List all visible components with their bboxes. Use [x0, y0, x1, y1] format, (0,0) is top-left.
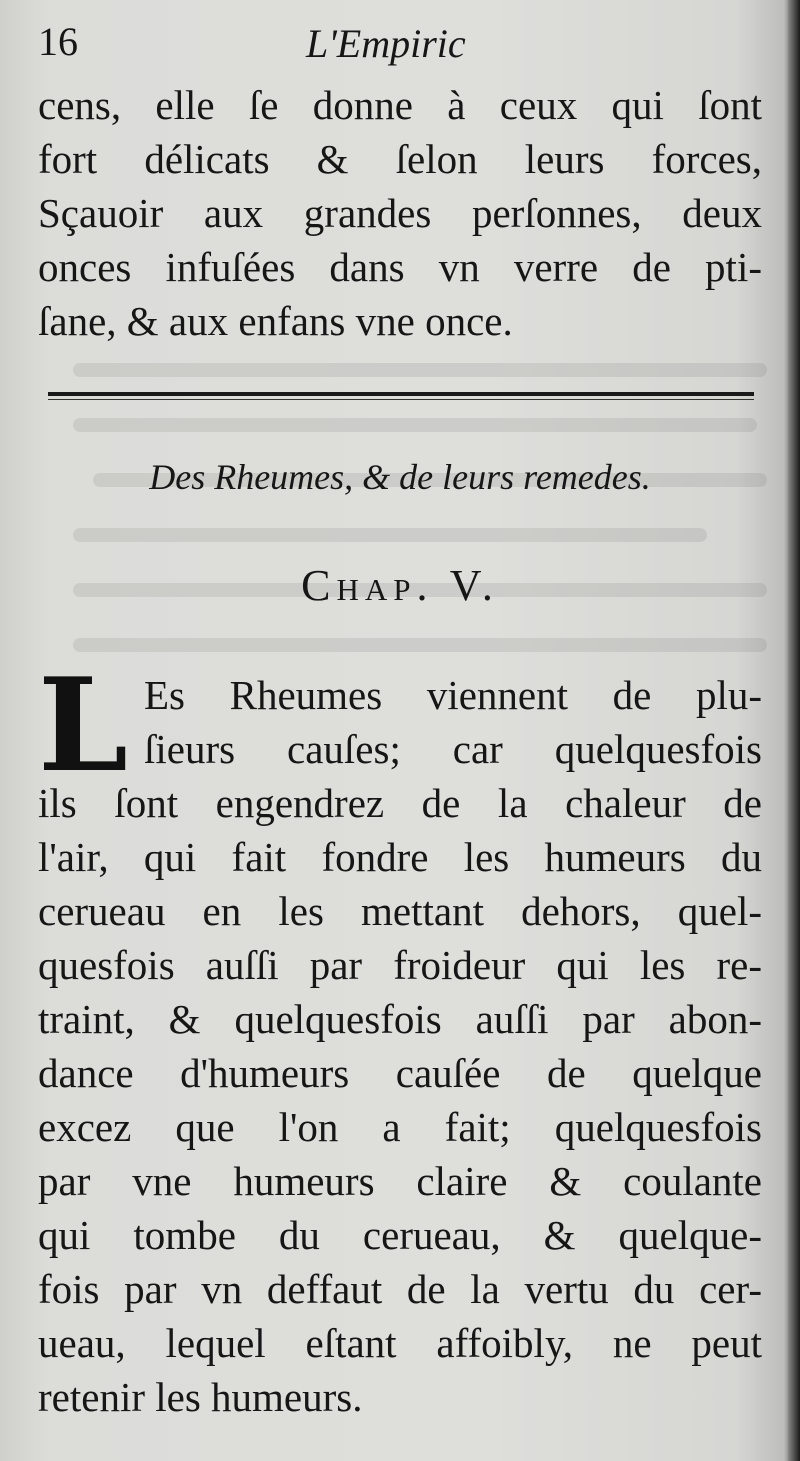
- text-line: ſane, & aux enfans vne once.: [38, 298, 513, 344]
- text-line: traint, & quelquesfois auſſi par abon-: [38, 996, 762, 1042]
- text-line: Sçauoir aux grandes perſonnes, deux: [38, 190, 762, 236]
- text-line: Es Rheumes viennent de plu-: [144, 672, 762, 718]
- text-line: ueau, lequel eſtant affoibly, ne peut: [38, 1320, 762, 1366]
- running-title: L'Empiric: [306, 21, 466, 66]
- top-paragraph: [38, 78, 762, 348]
- drop-cap: L: [38, 651, 128, 801]
- text-line: qui tombe du cerueau, & quelque-: [38, 1212, 762, 1258]
- divider-thin-line: [48, 399, 754, 400]
- text-line: fort délicats & ſelon leurs forces,: [38, 136, 762, 182]
- text-line: ſieurs cauſes; car quelquesfois: [144, 726, 762, 772]
- page-number: 16: [38, 19, 78, 64]
- text-line: onces infuſées dans vn verre de pti-: [38, 244, 762, 290]
- chapter-heading: Chap. V.: [301, 561, 499, 610]
- text-line: cerueau en les mettant dehors, quel-: [38, 888, 762, 934]
- text-line: fois par vn deffaut de la vertu du cer-: [38, 1266, 762, 1312]
- text-line: retenir les humeurs.: [38, 1374, 363, 1420]
- divider-thick-line: [48, 392, 754, 396]
- text-line: dance d'humeurs cauſée de quelque: [38, 1050, 762, 1096]
- text-line: quesfois auſſi par froideur qui les re-: [38, 942, 762, 988]
- section-title: Des Rheumes, & de leurs remedes.: [149, 457, 651, 497]
- text-line: excez que l'on a fait; quelquesfois: [38, 1104, 762, 1150]
- page-edge-shadow: [788, 0, 800, 1461]
- page-header: [38, 18, 758, 78]
- section-divider-rule: [48, 392, 754, 402]
- chapter-paragraph: [38, 668, 762, 1424]
- text-line: l'air, qui fait fondre les humeurs du: [38, 834, 762, 880]
- text-line: par vne humeurs claire & coulante: [38, 1158, 762, 1204]
- text-line: ils ſont engendrez de la chaleur de: [38, 780, 762, 826]
- text-line: cens, elle ſe donne à ceux qui ſont: [38, 82, 762, 128]
